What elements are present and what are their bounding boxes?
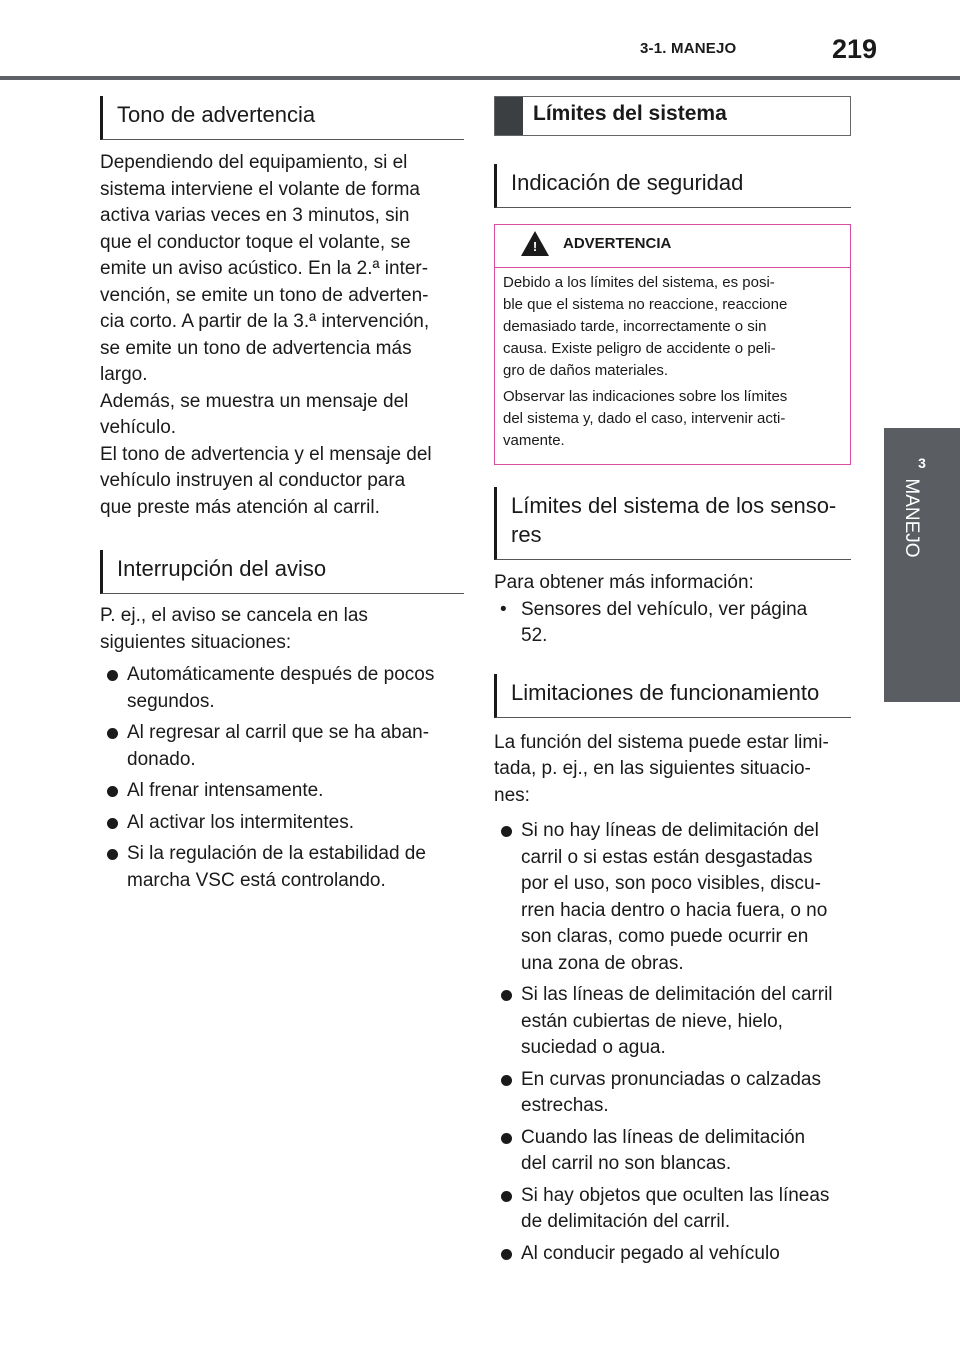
warning-title: ADVERTENCIA xyxy=(563,235,672,252)
list-item: Al activar los intermitentes. xyxy=(100,810,464,837)
list-item: Al frenar intensamente. xyxy=(100,778,464,805)
list-item: • Sensores del vehículo, ver página 52. xyxy=(500,598,808,646)
list-item: Si las líneas de delimitación del carril están cubiertas de nieve, hielo, suciedad o agua. xyxy=(494,982,851,1062)
main-heading xyxy=(494,96,851,136)
left-column xyxy=(100,96,464,894)
bullet-icon xyxy=(501,1075,512,1086)
chapter-tab-number: 3 xyxy=(884,428,960,498)
warning-header: ! ADVERTENCIA xyxy=(495,225,850,268)
page-number: 219 xyxy=(832,34,878,64)
sensores-intro: Para obtener más información: xyxy=(494,572,754,593)
bullet-icon xyxy=(107,728,118,739)
right-column xyxy=(494,96,851,1267)
bullet-icon xyxy=(501,1249,512,1260)
bullet-icon xyxy=(501,990,512,1001)
interrupcion-intro: P. ej., el aviso se cancela en las siguientes situaciones: xyxy=(100,605,368,653)
bullet-icon xyxy=(107,849,118,860)
sensores-list xyxy=(494,597,851,650)
heading-limitaciones: Limitaciones de funcionamiento xyxy=(494,674,851,718)
bullet-icon xyxy=(107,670,118,681)
main-heading-text: Límites del sistema xyxy=(533,102,727,125)
header-rule xyxy=(0,76,960,80)
heading-bar xyxy=(495,97,523,135)
list-item: Automáticamente después de pocos segundos. xyxy=(100,662,464,715)
heading-interrupcion: Interrupción del aviso xyxy=(100,550,464,594)
heading-seguridad: Indicación de seguridad xyxy=(494,164,851,208)
list-item: Al regresar al carril que se ha aban- donado. xyxy=(100,720,464,773)
heading-sensores: Límites del sistema de los senso- res xyxy=(494,487,851,560)
warning-body xyxy=(495,268,850,464)
list-item: Al conducir pegado al vehículo xyxy=(494,1241,851,1268)
bullet-icon xyxy=(501,1191,512,1202)
list-item: En curvas pronunciadas o calzadas estrechas. xyxy=(494,1067,851,1120)
bullet-icon xyxy=(107,818,118,829)
warning-box xyxy=(494,224,851,465)
bullet-icon xyxy=(501,826,512,837)
list-item: Cuando las líneas de delimitación del carril no son blancas. xyxy=(494,1125,851,1178)
bullet-icon xyxy=(501,1133,512,1144)
heading-tono: Tono de advertencia xyxy=(100,96,464,140)
bullet-icon xyxy=(107,786,118,797)
list-item: Si hay objetos que oculten las líneas de delimitación del carril. xyxy=(494,1183,851,1236)
limitaciones-intro: La función del sistema puede estar limi- tada, p. ej., en las siguientes situacio- nes: xyxy=(494,731,829,806)
list-item: Si no hay líneas de delimitación del carril o si estas están desgastadas por el uso, son poco visibles, discu- rren hacia dentro o hacia fuera, o no son claras, como puede ocurrir en una zona de obras. xyxy=(494,818,851,977)
warning-paragraph: Observar las indicaciones sobre los límites del sistema y, dado el caso, intervenir acti- vamente. xyxy=(503,388,788,449)
list-item: Si la regulación de la estabilidad de marcha VSC está controlando. xyxy=(100,841,464,894)
chapter-tab xyxy=(884,478,960,702)
tono-paragraph: Dependiendo del equipamiento, si el sistema interviene el volante de forma activa varias veces en 3 minutos, sin que el conductor toque el volante, se emite un aviso acústico. En la 2.ª inter- vención, se emite un tono de adverten- cia corto. A partir de la 3.ª intervención, se emite un tono de advertencia más largo. Además, se muestra un mensaje del vehículo. El tono de advertencia y el mensaje del vehículo instruyen al conductor para que preste más atención al carril. xyxy=(100,152,432,518)
chapter-tab-name: MANEJO xyxy=(901,478,922,558)
interrupcion-list xyxy=(100,662,464,894)
limitaciones-list xyxy=(494,818,851,1267)
warning-paragraph: Debido a los límites del sistema, es posi- ble que el sistema no reaccione, reaccione demasiado tarde, incorrectamente o sin causa. Existe peligro de accidente o peli- gro de daños materiales. xyxy=(503,274,788,379)
section-title: 3-1. MANEJO xyxy=(640,40,737,57)
